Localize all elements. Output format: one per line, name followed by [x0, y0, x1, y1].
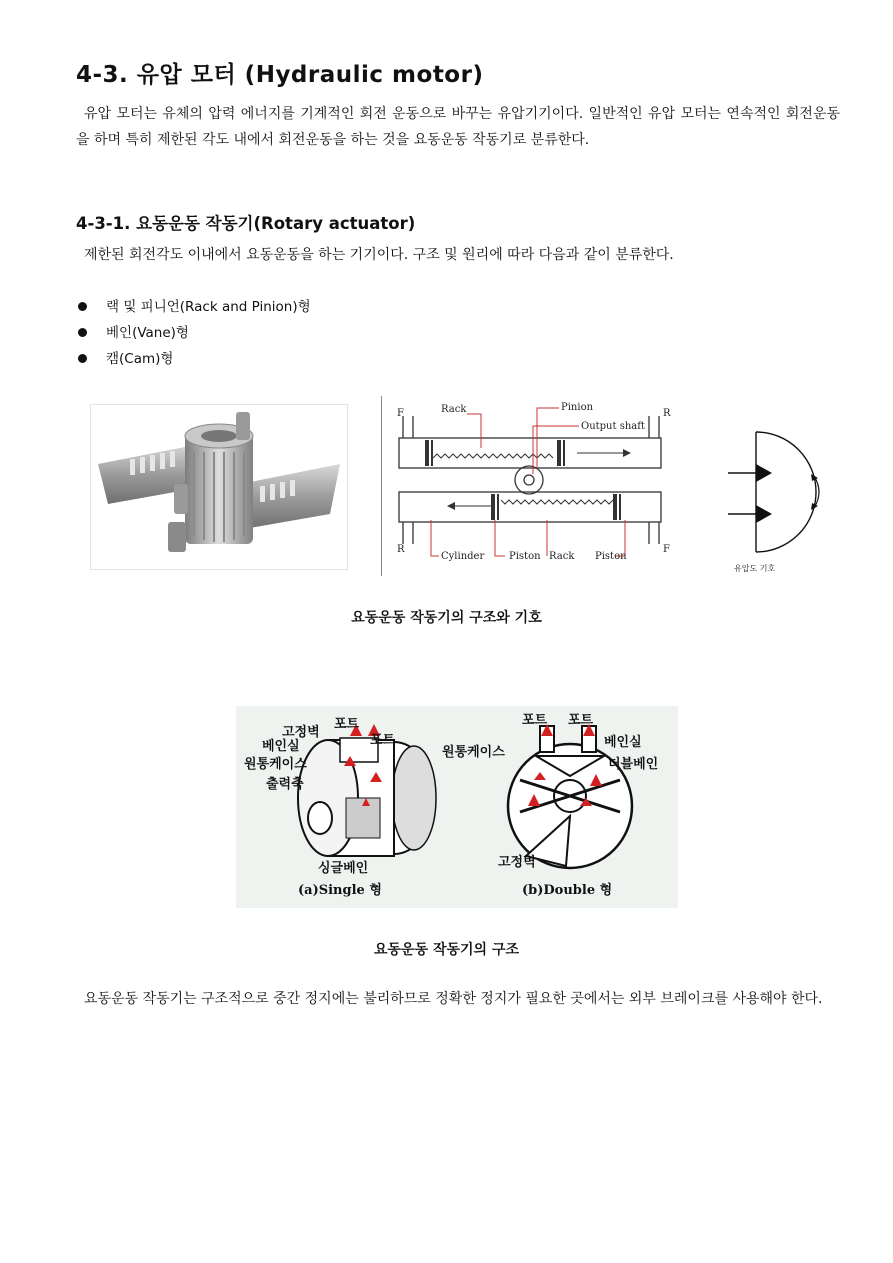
output-shaft-label: 출력축	[266, 777, 304, 792]
port-label-b: 포트	[370, 733, 396, 748]
single-type-label: (a)Single 형	[298, 883, 382, 898]
vane-actuator-diagram	[236, 706, 678, 908]
piston-right-label: Piston	[595, 551, 627, 562]
port-label-c: 포트	[522, 713, 548, 728]
fixed-wall-label: 고정벽	[282, 725, 320, 740]
pinion-label: Pinion	[561, 402, 594, 413]
single-vane-label: 싱글베인	[318, 861, 369, 876]
double-type-label: (b)Double 형	[522, 883, 613, 898]
intro-paragraph: 유압 모터는 유체의 압력 에너지를 기계적인 회전 운동으로 바꾸는 유압기기이다. 일반적인 유압 모터는 연속적인 회전운동을 하며 특히 제한된 각도 내에서 회전운동을 하는 것을 요동운동 작동기로 분류한다.	[76, 106, 840, 148]
fixed-wall-label-b: 고정벽	[498, 855, 536, 870]
rack-label: Rack	[441, 404, 467, 415]
hydraulic-symbol	[724, 428, 830, 578]
bullet-icon	[78, 302, 87, 311]
double-vane-label: 더블베인	[608, 757, 659, 772]
cylinder-case-label-a: 원통케이스	[244, 757, 307, 772]
bullet-icon	[78, 354, 87, 363]
list-item: 랙 및 피니언(Rack and Pinion)형	[76, 294, 311, 320]
section-description: 제한된 회전각도 이내에서 요동운동을 하는 기기이다. 구조 및 원리에 따라 다음과 같이 분류한다.	[84, 247, 674, 263]
port-label-a: 포트	[334, 717, 360, 732]
port-f-right: F	[663, 544, 670, 555]
piston-label: Piston	[509, 551, 541, 562]
cylinder-label: Cylinder	[441, 551, 485, 562]
list-item: 캠(Cam)형	[76, 346, 311, 372]
port-r-right: R	[663, 408, 671, 419]
rack-pinion-photo	[90, 404, 348, 570]
port-label-d: 포트	[568, 713, 594, 728]
symbol-label: 유압도 기호	[734, 564, 776, 573]
vane-room-label-b: 베인실	[604, 735, 642, 750]
rack-bottom-label: Rack	[549, 551, 575, 562]
section-heading: 4-3-1. 요동운동 작동기(Rotary actuator)	[76, 214, 416, 233]
type-list	[76, 294, 311, 372]
list-item: 베인(Vane)형	[76, 320, 311, 346]
bullet-icon	[78, 328, 87, 337]
output-shaft-label: Output shaft	[581, 421, 645, 432]
closing-paragraph: 요동운동 작동기는 구조적으로 중간 정지에는 불리하므로 정확한 정지가 필요한 곳에서는 외부 브레이크를 사용해야 한다.	[84, 991, 823, 1007]
figure1-caption: 요동운동 작동기의 구조와 기호	[351, 610, 542, 626]
vane-room-label-a: 베인실	[262, 739, 300, 754]
figure2-caption: 요동운동 작동기의 구조	[374, 942, 519, 958]
cylinder-case-label-b: 원통케이스	[442, 745, 505, 760]
rack-pinion-diagram	[381, 396, 687, 576]
page-title: 4-3. 유압 모터 (Hydraulic motor)	[76, 62, 484, 88]
port-r-left: R	[397, 544, 405, 555]
port-f-left: F	[397, 408, 404, 419]
